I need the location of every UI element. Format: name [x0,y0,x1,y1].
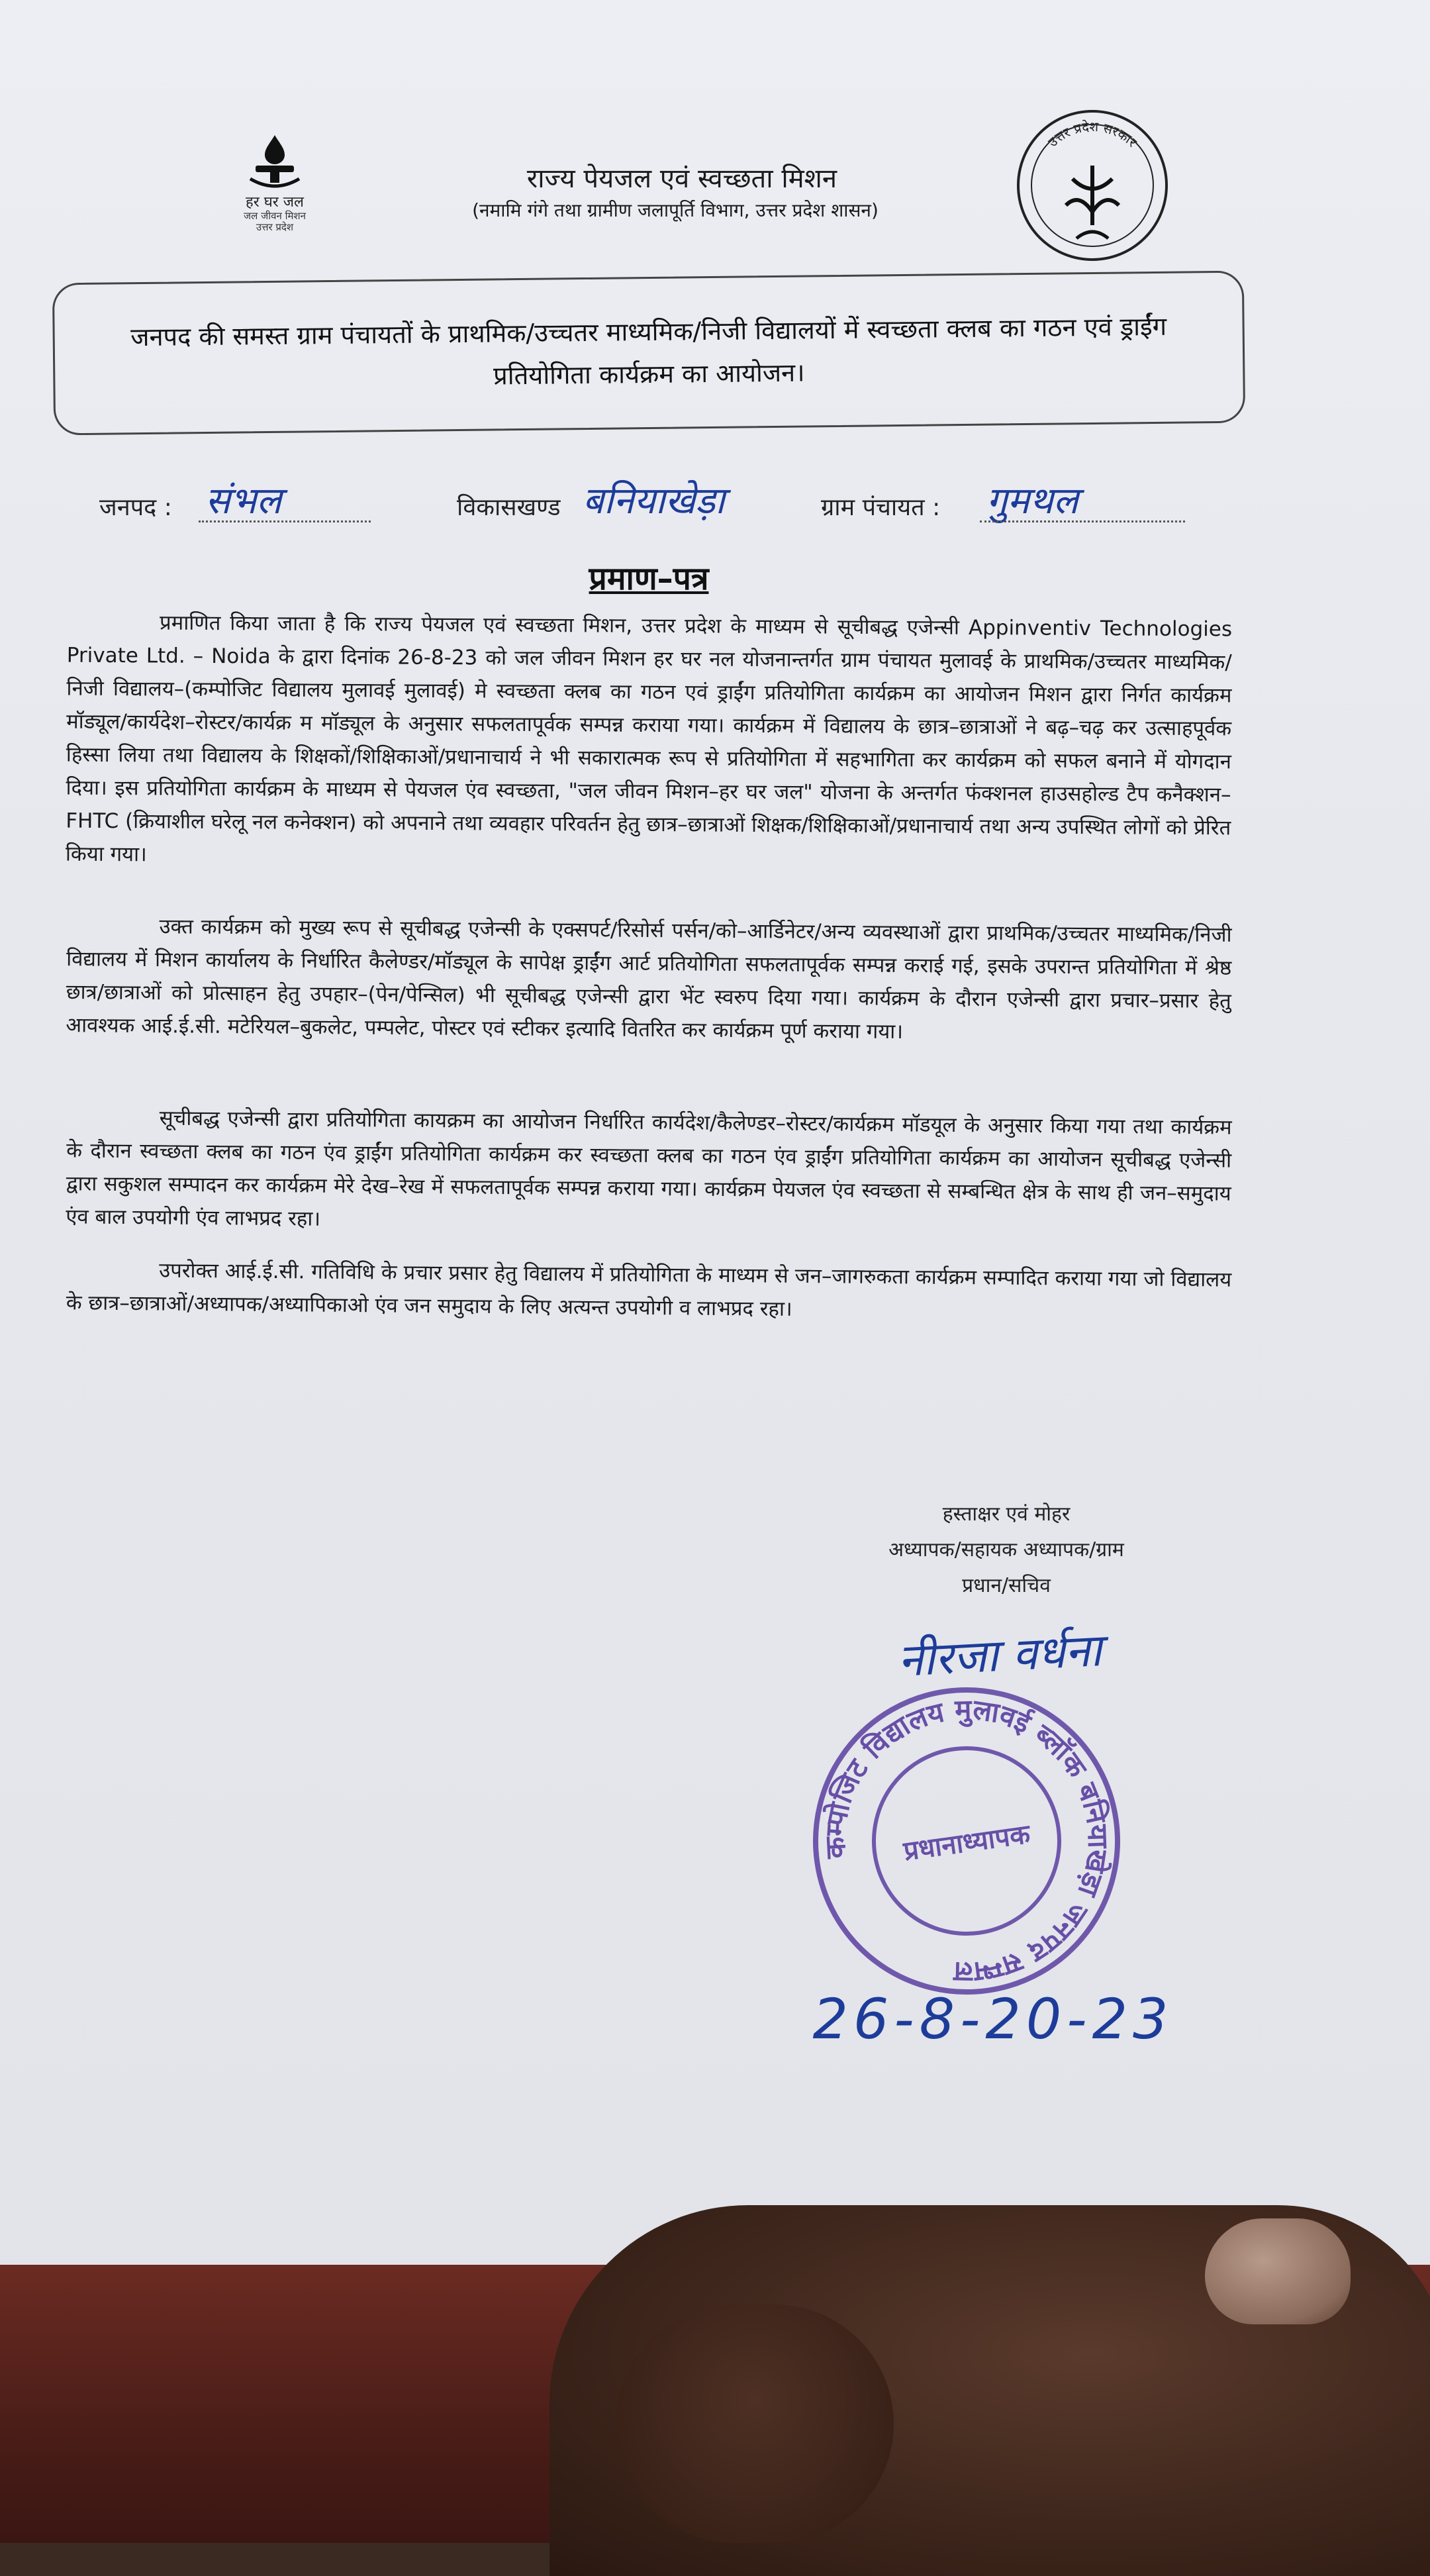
district-value: संभल [205,479,282,522]
block-label: विकासखण्ड [457,494,561,521]
signature-line-3: प्रधान/सचिव [962,1574,1051,1597]
page-subtitle: (नमामि गंगे तथा ग्रामीण जलापूर्ति विभाग, उत्तर प्रदेश शासन) [472,199,879,221]
logo-line-1: हर घर जल [246,194,304,211]
location-fields [99,477,1225,530]
panchayat-label: ग्राम पंचायत : [821,494,941,521]
handwritten-signature: नीरजा वर्धना [896,1624,1103,1687]
paragraph-1: प्रमाणित किया जाता है कि राज्य पेयजल एवं स्वच्छता मिशन, उत्तर प्रदेश के माध्यम से सूचीबद्ध एजेन्सी Appinventiv Technologies Private Ltd. – Noida के द्वारा दिनांक 26-8-23 को जल जीवन मिशन हर घर नल योजनान्तर्गत ग्राम पंचायत मुलावई के प्राथमिक/उच्चतर माध्यमिक/निजी विद्यालय–(कम्पोजिट विद्यालय मुलावई मुलावई) मे स्वच्छता क्लब का गठन एवं ड्राईंग प्रतियोगिता कार्यक्रम का आयोजन मिशन द्वारा निर्गत कार्यक्रम मॉड्यूल/कार्यदेश–रोस्टर/कार्यक्र म मॉड्यूल के अनुसार सफलतापूर्वक सम्पन्न कराया गया। कार्यक्रम में विद्यालय के छात्र–छात्राओं ने बढ़–चढ़ कर उत्साहपूर्वक हिस्सा लिया तथा विद्यालय के शिक्षकों/शिक्षिकाओं/प्रधानाचार्य ने भी सकारात्मक रूप से प्रतियोगिता में सहभागिता कर कार्यक्रम को सफल बनाने में योगदान दिया। इस प्रतियोगिता कार्यक्रम के माध्यम से पेयजल एंव स्वच्छता, "जल जीवन मिशन–हर घर जल" योजना के अन्तर्गत फंक्शनल हाउसहोल्ड टैप कनैक्शन–FHTC (क्रियाशील घरेलू नल कनेक्शन) को अपनाने तथा व्यवहार परिवर्तन हेतु छात्र–छात्राओं शिक्षक/शिक्षिकाओं/प्रधानाचार्य तथा अन्य उपस्थित लोगों को प्रेरित किया गया। [65,611,1233,867]
svg-text:उत्तर प्रदेश सरकार [1045,119,1141,150]
stamp-center-text: प्रधानाध्यापक [901,1818,1032,1867]
signature-block [834,1497,1178,1604]
paragraph-3: सूचीबद्ध एजेन्सी द्वारा प्रतियोगिता कायक्रम का आयोजन निर्धारित कार्यदेश/कैलेण्डर–रोस्टर/कार्यक्रम मॉडयूल के अनुसार किया गया तथा कार्यक्रम के दौरान स्वच्छता क्लब का गठन एंव ड्राईंग प्रतियोगिता कार्यक्रम कर स्वच्छता क्लब का गठन एंव ड्राईंग प्रतियोगिता कार्यक्रम का आयोजन सूचीबद्ध एजेन्सी द्वारा सकुशल सम्पादन कर कार्यक्रम मेरे देख–रेख में सफलतापूर्वक सम्पन्न कराया गया। कार्यक्रम पेयजल एंव स्वच्छता से सम्बन्धित क्षेत्र के साथ ही जन–समुदाय एंव बाल उपयोगी एंव लाभप्रद रहा। [66,1106,1232,1231]
hand-knuckle [616,2304,894,2543]
up-government-emblem-icon [1013,106,1172,265]
logo-line-3: उत्तर प्रदेश [256,221,294,233]
water-tap-icon [245,132,305,192]
panchayat-value: गुमथल [986,479,1078,522]
handwritten-date: 26-8-20-23 [812,1987,1174,2052]
paragraph-4: उपरोक्त आई.ई.सी. गतिविधि के प्रचार प्रसार हेतु विद्यालय में प्रतियोगिता के माध्यम से जन–जागरुकता कार्यक्रम सम्पादित कराया गया जो विद्यालय के छात्र–छात्राओं/अध्यापक/अध्यापिकाओ एंव जन समुदाय के लिए अत्यन्त उपयोगी व लाभप्रद रहा। [66,1258,1232,1321]
emblem-text: उत्तर प्रदेश सरकार [1045,118,1141,150]
page-title: राज्य पेयजल एवं स्वच्छता मिशन [526,164,837,194]
stamp-outer-text: कम्पोजिट विद्यालय मुलावई ब्लॉक बनियाखेड़ा जनपद सम्भल [818,1693,1115,1989]
district-label: जनपद : [99,494,172,521]
block-value: बनियाखेड़ा [583,479,725,522]
thumb-nail [1205,2218,1351,2324]
signature-line-2: अध्यापक/सहायक अध्यापक/ग्राम [888,1538,1124,1561]
signature-line-1: हस्ताक्षर एवं मोहर [942,1503,1071,1526]
paragraph-2: उक्त कार्यक्रम को मुख्य रूप से सूचीबद्ध एजेन्सी के एक्सपर्ट/रिसोर्स पर्सन/को–आर्डिनेटर/अन्य व्यवस्थाओं द्वारा प्राथमिक/उच्चतर माध्यमिक/निजी विद्यालय में मिशन कार्यालय के निर्धारित कैलेण्डर/मॉड्यूल के सापेक्ष ड्राईंग आर्ट प्रतियोगिता सफलतापूर्वक सम्पन्न कराई गई, इसके उपरान्त प्रतियोगिता में श्रेष्ठ छात्र/छात्राओं को प्रोत्साहन हेतु उपहार–(पेन/पेन्सिल) भी सूचीबद्ध एजेन्सी द्वारा भेंट स्वरुप दिया गया। कार्यक्रम के दौरान एजेन्सी द्वारा प्रचार–प्रसार हेतु आवश्यक आई.ई.सी. मटेरियल–बुकलेट, पम्पलेट, पोस्टर एवं स्टीकर इत्यादि वितरित कर कार्यक्रम पूर्ण कराया गया। [66,915,1232,1044]
panchayat-dotline [980,520,1185,522]
subject-heading-box: जनपद की समस्त ग्राम पंचायतों के प्राथमिक/उच्चतर माध्यमिक/निजी विद्यालयों में स्वच्छता क्लब का गठन एवं ड्राईंग प्रतियोगिता कार्यक्रम का आयोजन। [52,271,1245,436]
logo-line-2: जल जीवन मिशन [244,210,306,223]
school-stamp [794,1669,1139,2013]
certificate-title: प्रमाण–पत्र [589,560,709,597]
har-ghar-jal-logo [218,132,331,232]
district-dotline [199,520,371,522]
